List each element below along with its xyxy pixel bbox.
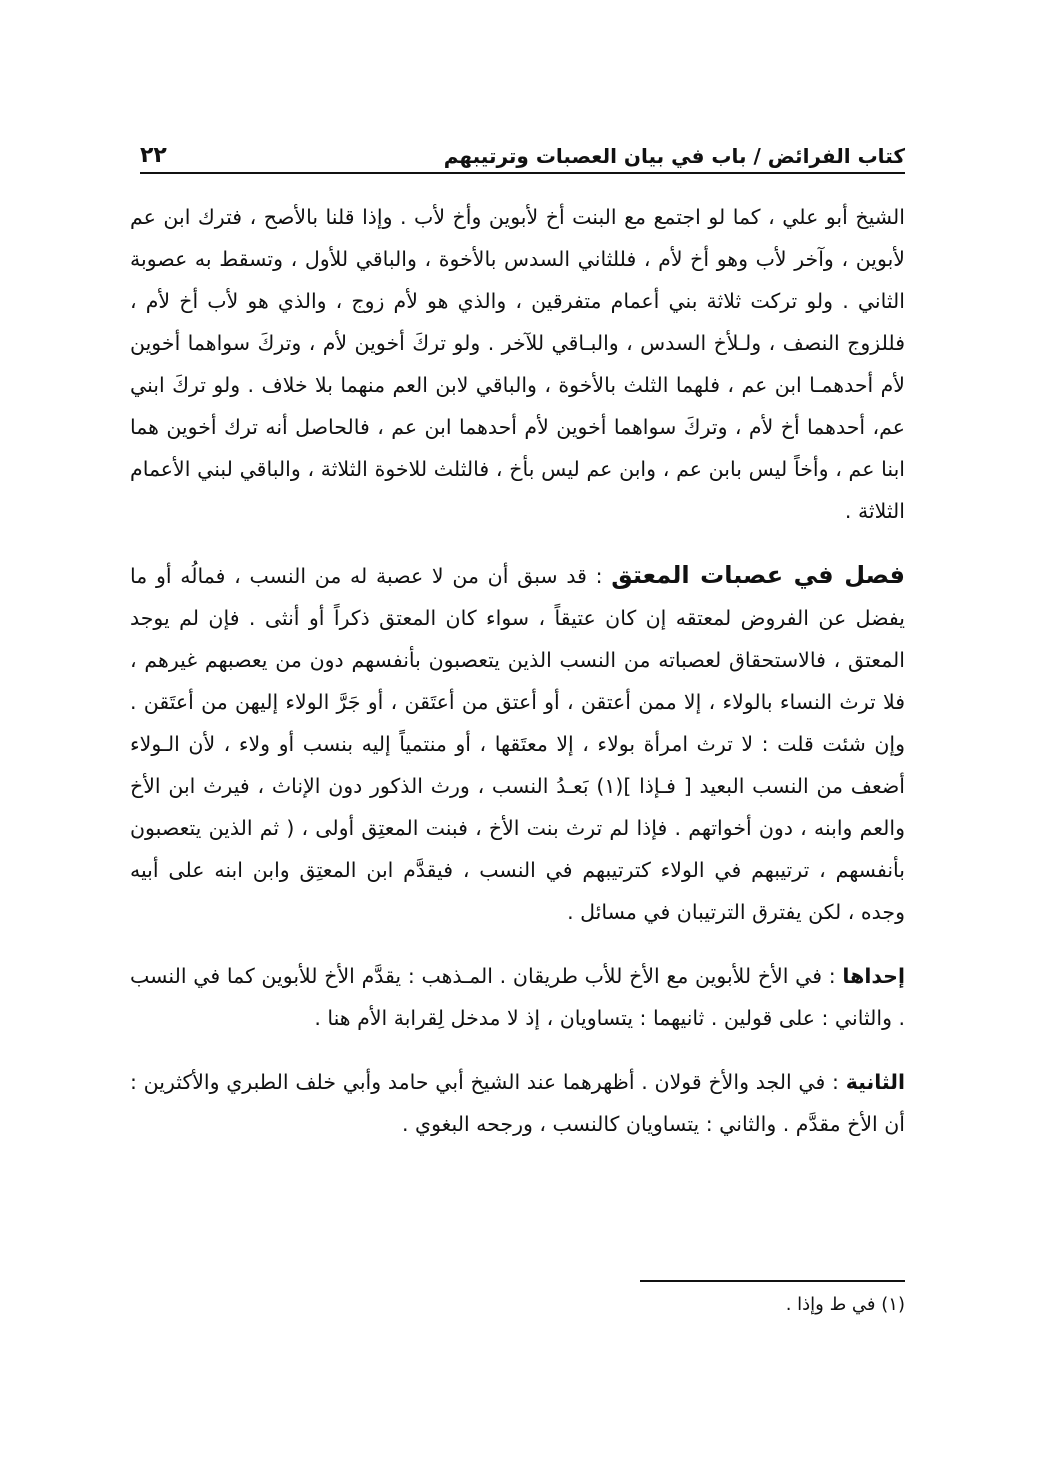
paragraph-2 (130, 554, 905, 933)
page-number: ٢٢ (140, 143, 167, 168)
page-body (130, 196, 905, 1145)
paragraph-4-lead: الثانية (845, 1070, 905, 1094)
running-header (140, 132, 905, 168)
section-heading: فصل في عصبات المعتق (611, 561, 905, 589)
paragraph-1: الشيخ أبو علي ، كما لو اجتمع مع البنت أخ لأبوين وأخ لأب . وإذا قلنا بالأصح ، فترك ابن عم لأبوين ، وآخر لأب وهو أخ لأم ، فللثاني السدس بالأخوة ، والباقي للأول ، وتسقط به عصوبة الثاني . ولو تركت ثلاثة بني أعمام متفرقين ، والذي هو لأم زوج ، والذي هو لأب أخ لأم ، فللزوج النصف ، ولـلأخ السدس ، والبـاقي للآخر . ولو تركَ أخوين لأم ، وتركَ سواهما أخوين لأم أحدهمـا ابن عم ، فلهما الثلث بالأخوة ، والباقي لابن العم منهما بلا خلاف . ولو تركَ ابني عم، أحدهما أخ لأم ، وتركَ سواهما أخوين لأم أحدهما ابن عم ، فالحاصل أنه ترك أخوين هما ابنا عم ، وأخاً ليس بابن عم ، وابن عم ليس بأخ ، فالثلث للاخوة الثلاثة ، والباقي لبني الأعمام الثلاثة . (130, 205, 905, 523)
paragraph-3-text: : في الأخ للأبوين مع الأخ للأب طريقان . المـذهب : يقدَّم الأخ للأبوين كما في النسب . والثاني : على قولين . ثانيهما : يتساويان ، إذ لا مدخل لِقرابة الأم هنا . (130, 964, 905, 1030)
paragraph-4-text: : في الجد والأخ قولان . أظهرهما عند الشيخ أبي حامد وأبي خلف الطبري والأكثرين : أن الأخ مقدَّم . والثاني : يتساويان كالنسب ، ورجحه البغوي . (130, 1070, 905, 1136)
footnote: (١) في ط وإذا . (785, 1294, 905, 1315)
header-rule (140, 172, 905, 174)
paragraph-3 (130, 955, 905, 1039)
header-title: كتاب الفرائض / باب في بيان العصبات وترتيبهم (443, 144, 905, 168)
paragraph-4 (130, 1061, 905, 1145)
paragraph-3-lead: إحداها (842, 964, 905, 988)
paragraph-2-text: : قد سبق أن من لا عصبة له من النسب ، فمالُه أو ما يفضل عن الفروض لمعتقه إن كان عتيقاً ، سواء كان المعتق ذكراً أو أنثى . فإن لم يوجد المعتق ، فالاستحقاق لعصباته من النسب الذين يتعصبون بأنفسهم دون من يعصبهم غيرهم ، فلا ترث النساء بالولاء ، إلا ممن أعتقن ، أو أعتق من أعتَقن ، أو جَرَّ الولاء إليهن من أعتَقن . وإن شئت قلت : لا ترث امرأة بولاء ، إلا معتَقها ، أو منتمياً إليه بنسب أو ولاء ، لأن الـولاء أضعف من النسب البعيد [ فـإذا ](١) بَعـدُ النسب ، ورث الذكور دون الإناث ، فيرث ابن الأخ والعم وابنه ، دون أخواتهم . فإذا لم ترث بنت الأخ ، فبنت المعتِق أولى ، ( ثم الذين يتعصبون بأنفسهم ، ترتيبهم في الولاء كترتيبهم في النسب ، فيقدَّم ابن المعتِق وابن ابنه على أبيه وجده ، لكن يفترق الترتيبان في مسائل . (130, 564, 905, 924)
footnote-rule (640, 1280, 905, 1282)
